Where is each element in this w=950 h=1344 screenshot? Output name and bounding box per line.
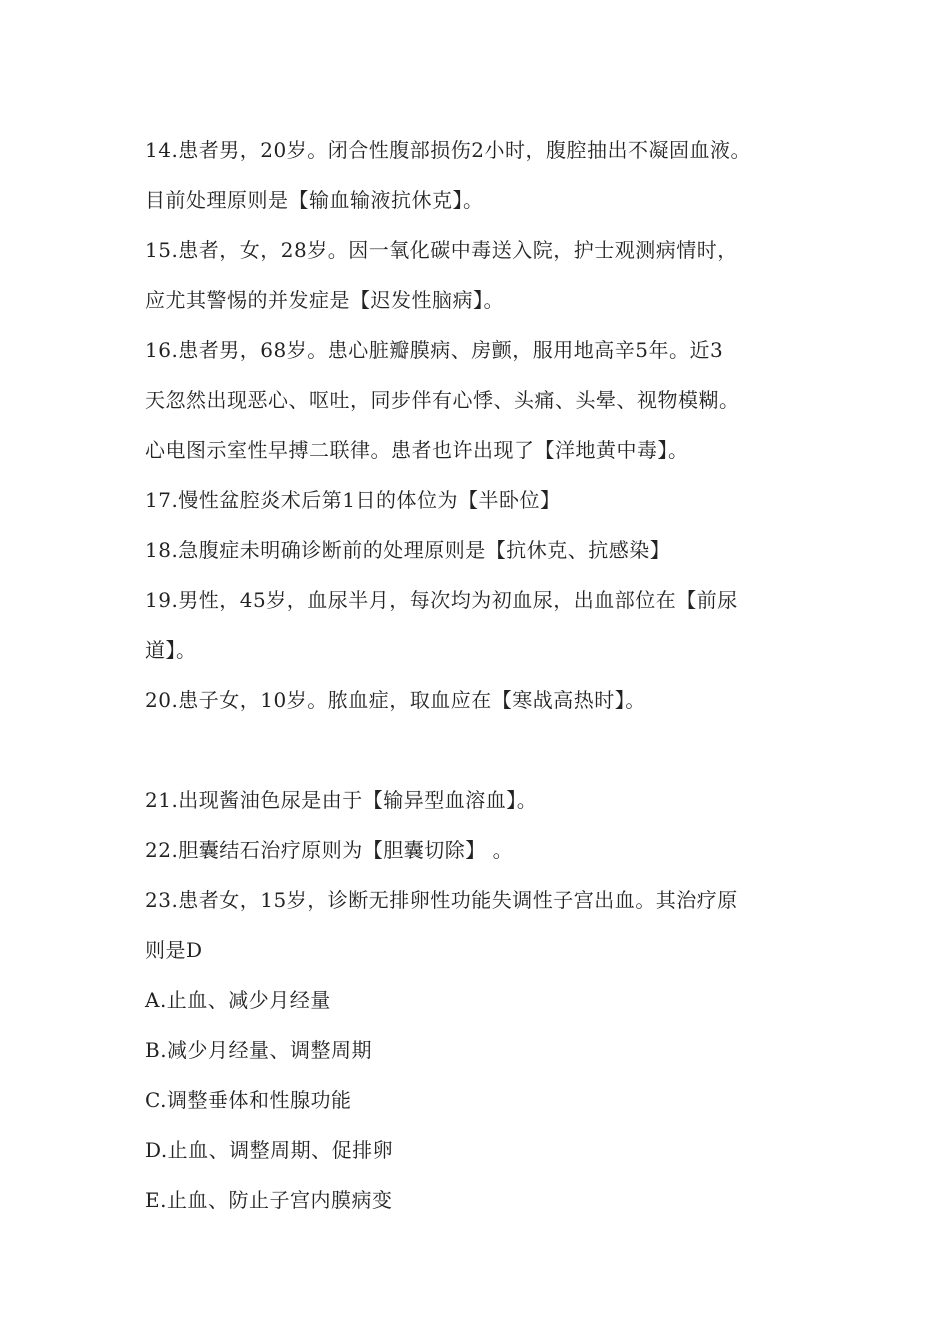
text-line: 则是D xyxy=(145,938,203,962)
text-line: 14.患者男，20岁。闭合性腹部损伤2小时，腹腔抽出不凝固血液。 xyxy=(145,138,751,162)
text-line: 天忽然出现恶心、呕吐，同步伴有心悸、头痛、头晕、视物模糊。 xyxy=(145,388,740,412)
text-line: 15.患者，女，28岁。因一氧化碳中毒送入院，护士观测病情时， xyxy=(145,238,738,262)
text-line: 18.急腹症未明确诊断前的处理原则是【抗休克、抗感染】 xyxy=(145,538,671,562)
text-line: 心电图示室性早搏二联律。患者也许出现了【洋地黄中毒】。 xyxy=(145,438,689,462)
text-line: 目前处理原则是【输血输液抗休克】。 xyxy=(145,188,484,212)
text-line: 19.男性，45岁，血尿半月，每次均为初血尿，出血部位在【前尿 xyxy=(145,588,738,612)
text-line: 21.出现酱油色尿是由于【输异型血溶血】。 xyxy=(145,788,538,812)
text-line: 23.患者女，15岁，诊断无排卵性功能失调性子宫出血。其治疗原 xyxy=(145,888,738,912)
text-line: 道】。 xyxy=(145,638,197,662)
option-line: E.止血、防止子宫内膜病变 xyxy=(145,1188,393,1212)
text-line: 16.患者男，68岁。患心脏瓣膜病、房颤，服用地高辛5年。近3 xyxy=(145,338,724,362)
paragraph-gap xyxy=(145,725,845,775)
text-line: 应尤其警惕的并发症是【迟发性脑病】。 xyxy=(145,288,504,312)
option-line: B.减少月经量、调整周期 xyxy=(145,1038,373,1062)
document-body xyxy=(145,125,845,1225)
text-line: 17.慢性盆腔炎术后第1日的体位为【半卧位】 xyxy=(145,488,561,512)
text-line: 22.胆囊结石治疗原则为【胆囊切除】 。 xyxy=(145,838,514,862)
option-line: C.调整垂体和性腺功能 xyxy=(145,1088,352,1112)
text-line: 20.患子女，10岁。脓血症，取血应在【寒战高热时】。 xyxy=(145,688,646,712)
option-line: D.止血、调整周期、促排卵 xyxy=(145,1138,394,1162)
option-line: A.止血、减少月经量 xyxy=(145,988,331,1012)
